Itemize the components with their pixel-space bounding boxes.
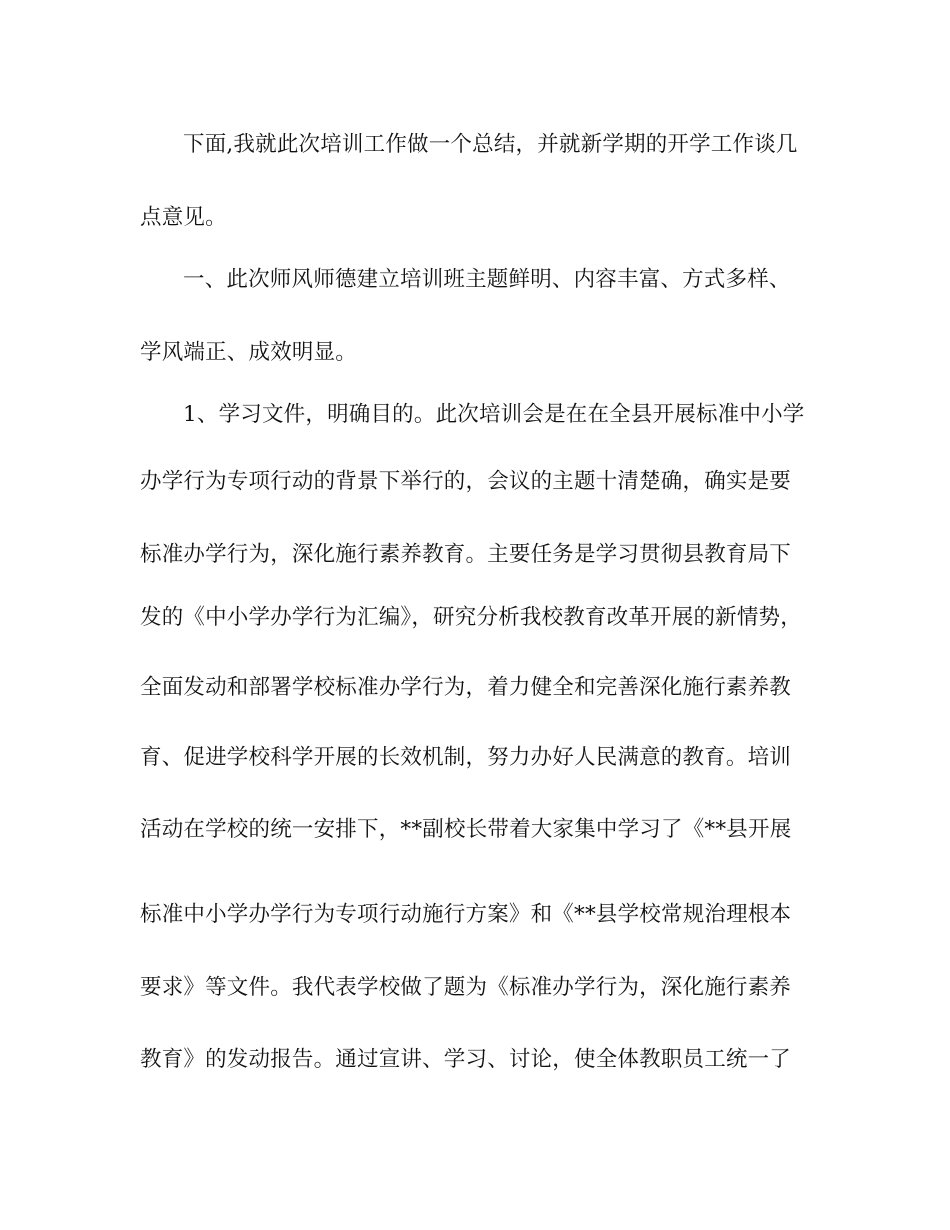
paragraph-line: 要求》等文件。我代表学校做了题为《标准办学行为，深化施行素养 — [140, 975, 792, 1000]
paragraph-line: 教育》的发动报告。通过宣讲、学习、讨论，使全体教职员工统一了 — [140, 1047, 792, 1072]
section-heading-line: 一、此次师风师德建立培训班主题鲜明、内容丰富、方式多样、 — [183, 267, 791, 292]
paragraph-line: 1、学习文件，明确目的。此次培训会是在在全县开展标准中小学 — [183, 402, 805, 427]
paragraph-line: 育、促进学校科学开展的长效机制，努力办好人民满意的教育。培训 — [140, 745, 792, 770]
paragraph-line: 标准办学行为，深化施行素养教育。主要任务是学习贯彻县教育局下 — [140, 542, 792, 567]
section-heading-line: 学风端正、成效明显。 — [140, 340, 358, 365]
paragraph-line: 办学行为专项行动的背景下举行的，会议的主题十清楚确，确实是要 — [140, 469, 792, 494]
paragraph-line: 活动在学校的统一安排下，**副校长带着大家集中学习了《**县开展 — [140, 817, 792, 842]
paragraph-line: 下面,我就此次培训工作做一个总结，并就新学期的开学工作谈几 — [183, 132, 798, 157]
paragraph-line: 发的《中小学办学行为汇编》，研究分析我校教育改革开展的新情势， — [140, 605, 802, 630]
paragraph-line: 全面发动和部署学校标准办学行为，着力健全和完善深化施行素养教 — [140, 675, 792, 700]
paragraph-line: 点意见。 — [140, 205, 227, 230]
paragraph-line: 标准中小学办学行为专项行动施行方案》和《**县学校常规治理根本 — [140, 902, 792, 927]
